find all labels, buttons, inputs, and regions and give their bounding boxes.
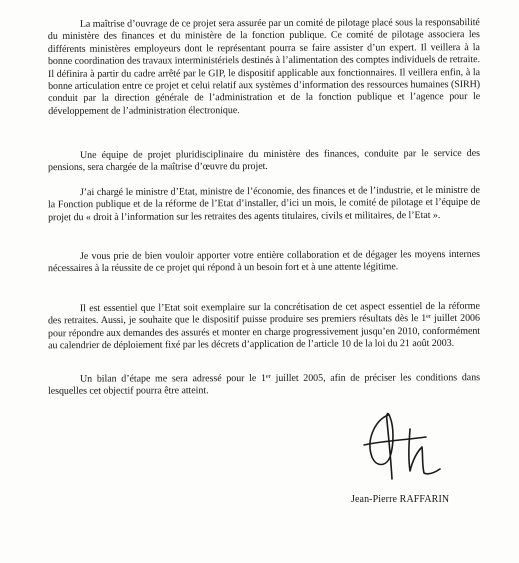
- signature-stroke: [370, 414, 393, 479]
- signature-stroke-2: [409, 429, 440, 474]
- paragraph-pilotage-committee: La maîtrise d’ouvrage de ce projet sera assurée par un comité de pilotage placé sous la responsabilité du ministère des finances et du ministère de la fonction publique. Ce comité de pilotage associera les différents ministères employeurs dont le représentant pourra se faire assister d’un expert. Il veillera à la bonne coordination des travaux interministériels destinés à l’alimentation des comptes individuels de retraite. Il définira à partir du cadre arrêté par le GIP, le dispositif applicable aux fonctionnaires. Il veillera enfin, à la bonne articulation entre ce projet et celui relatif aux systèmes d’information des ressources humaines (SIRH) conduit par la direction générale de l’administration et de la fonction publique et l’agence pour le développement de l’administration électronique.: [47, 17, 481, 117]
- signature-crossbar: [364, 437, 426, 445]
- paragraph-minister-charge: J’ai chargé le ministre d’Etat, ministre de l’économie, des finances et de l’industrie, et le ministre de la Fonction publique et de la réforme de l’Etat d’installer, d’ici un mois, le comité de pilotage et l’équipe de projet du « droit à l’information sur les retraites des agents titulaires, civils et militaires, de l’Etat ».: [47, 184, 481, 224]
- handwritten-signature: [360, 405, 450, 485]
- ordinal-superscript: er: [426, 313, 432, 321]
- paragraph-progress-report: [48, 372, 480, 398]
- paragraph-project-team: Une équipe de projet pluridisciplinaire du ministère des finances, conduite par le service des pensions, sera chargée de la maîtrise d’œuvre du projet.: [48, 147, 480, 174]
- paragraph-collaboration-request: Je vous prie de bien vouloir apporter votre entière collaboration et de dégager les moyens internes nécessaires à la réussite de ce projet qui répond à un besoin fort et à une attente légitime.: [48, 248, 480, 275]
- paragraph-5-text-start: Il est essentiel que l’Etat soit exemplaire sur la concrétisation de cet aspect essentiel de la réforme des retraites. Aussi, je souhaite que le dispositif puisse produire ses premiers résultats dès le 1: [47, 300, 480, 327]
- signer-name: Jean-Pierre RAFFARIN: [351, 494, 450, 505]
- paragraph-6-text-start: Un bilan d’étape me sera adressé pour le 1: [79, 372, 266, 385]
- paragraph-5-text-end: juillet 2006 pour répondre aux demandes des assurés et monter en charge progressivement jusqu’en 2010, conformément au calendrier de déploiement fixé par les décrets d’application de l’article 10 de la loi du 21 août 2003.: [48, 313, 481, 352]
- paragraph-6-text-end: juillet 2005, afin de préciser les conditions dans lesquelles cet objectif pourra être atteint.: [48, 372, 480, 398]
- ordinal-superscript: er: [265, 372, 271, 380]
- paragraph-exemplary-state: [48, 301, 480, 353]
